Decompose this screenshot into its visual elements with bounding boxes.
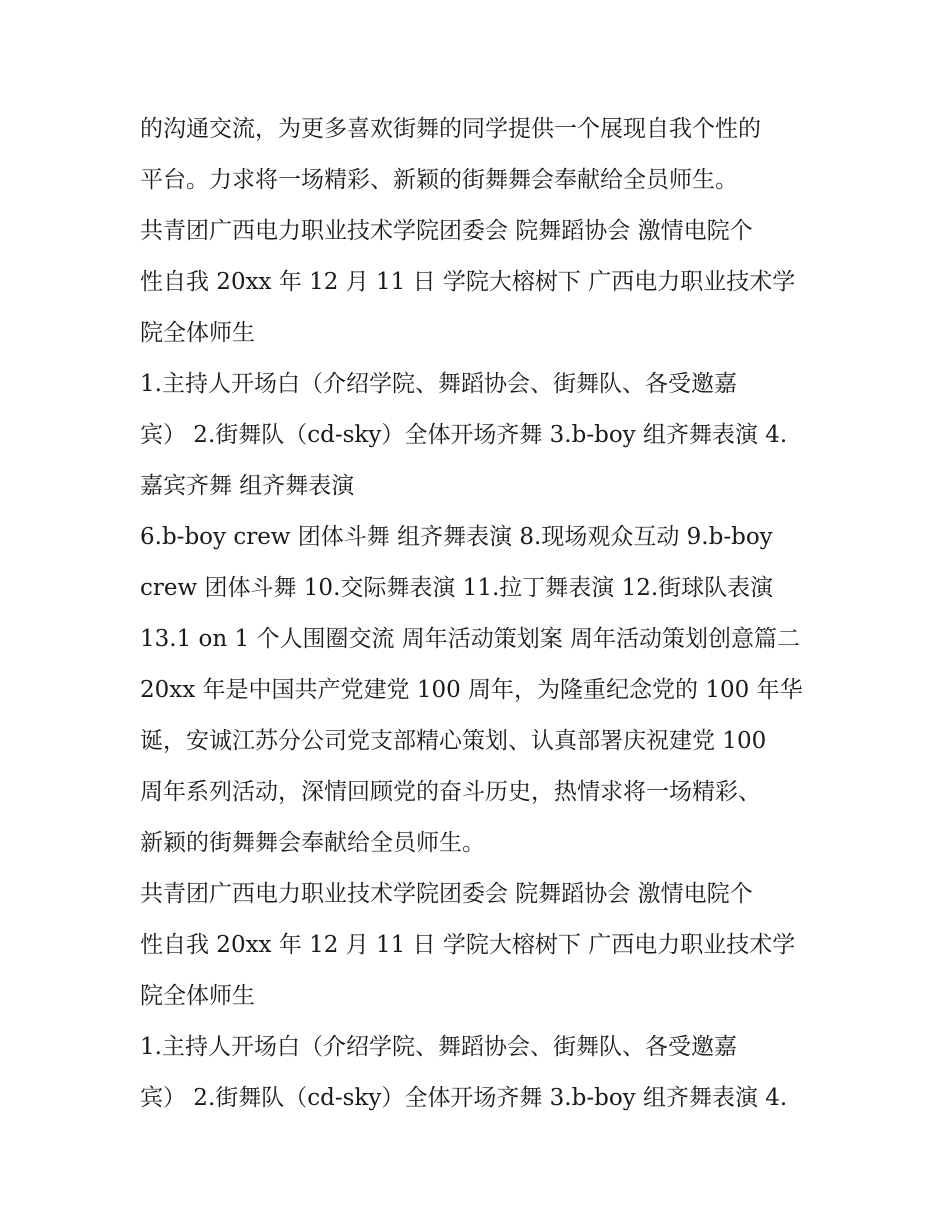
- text-line: 1.主持人开场白（介绍学院、舞蹈协会、街舞队、各受邀嘉: [140, 1034, 737, 1060]
- text-line: 新颖的街舞舞会奉献给全员师生。: [140, 830, 485, 856]
- text-line: 性自我 20xx 年 12 月 11 日 学院大榕树下 广西电力职业技术学: [140, 932, 796, 958]
- text-line: 院全体师生: [140, 983, 255, 1009]
- text-line: 诞，安诚江苏分公司党支部精心策划、认真部署庆祝建党 100: [140, 728, 767, 754]
- text-line: 周年系列活动，深情回顾党的奋斗历史，热情求将一场精彩、: [140, 779, 761, 805]
- text-line: 6.b-boy crew 团体斗舞 组齐舞表演 8.现场观众互动 9.b-boy: [140, 524, 773, 550]
- text-line: 共青团广西电力职业技术学院团委会 院舞蹈协会 激情电院个: [140, 881, 753, 907]
- text-line: 嘉宾齐舞 组齐舞表演: [140, 473, 355, 499]
- document-body: [140, 104, 815, 1124]
- text-line: crew 团体斗舞 10.交际舞表演 11.拉丁舞表演 12.街球队表演: [140, 575, 774, 601]
- text-line: 宾） 2.街舞队（cd-sky）全体开场齐舞 3.b-boy 组齐舞表演 4.: [140, 422, 788, 448]
- text-line: 的沟通交流，为更多喜欢街舞的同学提供一个展现自我个性的: [140, 116, 761, 142]
- text-line: 20xx 年是中国共产党建党 100 周年，为隆重纪念党的 100 年华: [140, 677, 803, 703]
- text-line: 性自我 20xx 年 12 月 11 日 学院大榕树下 广西电力职业技术学: [140, 269, 796, 295]
- text-line: 1.主持人开场白（介绍学院、舞蹈协会、街舞队、各受邀嘉: [140, 371, 737, 397]
- text-line: 13.1 on 1 个人围圈交流 周年活动策划案 周年活动策划创意篇二: [140, 626, 801, 652]
- text-line: 宾） 2.街舞队（cd-sky）全体开场齐舞 3.b-boy 组齐舞表演 4.: [140, 1085, 788, 1111]
- text-line: 共青团广西电力职业技术学院团委会 院舞蹈协会 激情电院个: [140, 218, 753, 244]
- text-line: 平台。力求将一场精彩、新颖的街舞舞会奉献给全员师生。: [140, 167, 738, 193]
- text-line: 院全体师生: [140, 320, 255, 346]
